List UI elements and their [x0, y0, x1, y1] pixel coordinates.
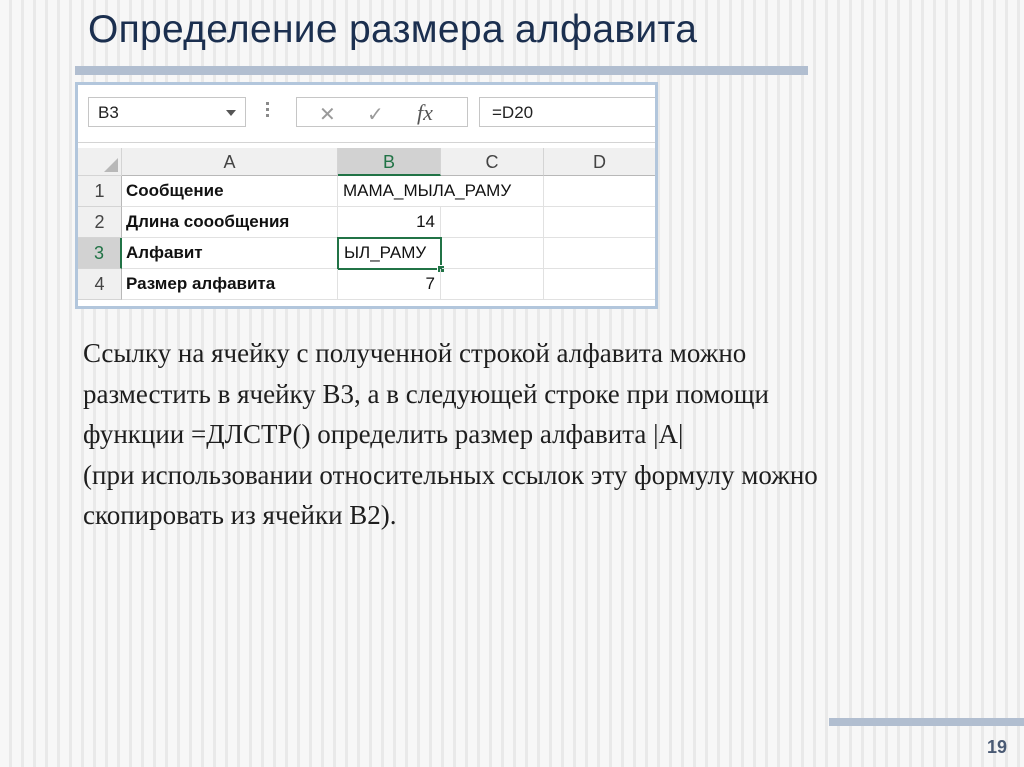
column-header-d[interactable]: D [544, 148, 656, 176]
cell-c4[interactable] [441, 269, 544, 300]
body-line: разместить в ячейку В3, а в следующей строке при помощи [83, 378, 769, 409]
select-all-icon [104, 158, 118, 172]
divider [78, 142, 655, 143]
formula-buttons [296, 97, 468, 127]
cell-b1[interactable]: МАМА_МЫЛА_РАМУ [338, 176, 441, 207]
cell-a2[interactable]: Длина соообщения [122, 207, 338, 238]
cell-c1[interactable] [441, 176, 544, 207]
row-header-4[interactable]: 4 [78, 269, 122, 300]
name-box[interactable] [88, 97, 246, 127]
column-header-a[interactable]: A [122, 148, 338, 176]
insert-function-icon[interactable]: fx [417, 100, 433, 125]
cell-a1[interactable]: Сообщение [122, 176, 338, 207]
formula-text: =D20 [492, 103, 534, 122]
cell-d1[interactable] [544, 176, 656, 207]
column-header-c[interactable]: C [441, 148, 544, 176]
spreadsheet-screenshot [75, 82, 658, 309]
body-line: функции =ДЛСТР() определить размер алфавита |А| [83, 419, 684, 449]
cell-a3[interactable]: Алфавит [122, 238, 338, 269]
check-icon[interactable]: ✓ [367, 104, 384, 126]
slide-title: Определение размера алфавита [88, 8, 698, 51]
column-header-b[interactable]: B [338, 148, 441, 176]
formula-bar [78, 85, 655, 142]
body-paragraph [83, 333, 963, 536]
footer-rule [829, 718, 1024, 726]
cell-d2[interactable] [544, 207, 656, 238]
body-line: скопировать из ячейки В2). [83, 500, 397, 530]
name-box-value: B3 [98, 103, 119, 122]
cell-a4[interactable]: Размер алфавита [122, 269, 338, 300]
drag-handle-icon[interactable] [266, 102, 270, 124]
row-header-1[interactable]: 1 [78, 176, 122, 207]
select-all-button[interactable] [78, 148, 122, 176]
body-line: Ссылку на ячейку с полученной строкой алфавита можно [83, 338, 747, 368]
cell-c2[interactable] [441, 207, 544, 238]
cell-b2[interactable]: 14 [338, 207, 441, 238]
body-line: (при использовании относительных ссылок эту формулу можно [83, 459, 818, 490]
cell-d4[interactable] [544, 269, 656, 300]
cancel-icon[interactable]: ✕ [319, 104, 336, 126]
cell-b3-selected[interactable]: ЫЛ_РАМУ [337, 237, 442, 270]
chevron-down-icon[interactable] [226, 110, 236, 116]
page-number: 19 [987, 737, 1008, 757]
row-header-3[interactable]: 3 [78, 238, 122, 269]
row-header-2[interactable]: 2 [78, 207, 122, 238]
formula-input[interactable] [479, 97, 657, 127]
cell-d3[interactable] [544, 238, 656, 269]
cell-b4[interactable]: 7 [338, 269, 441, 300]
title-underline [75, 66, 808, 75]
cell-c3[interactable] [442, 238, 544, 269]
